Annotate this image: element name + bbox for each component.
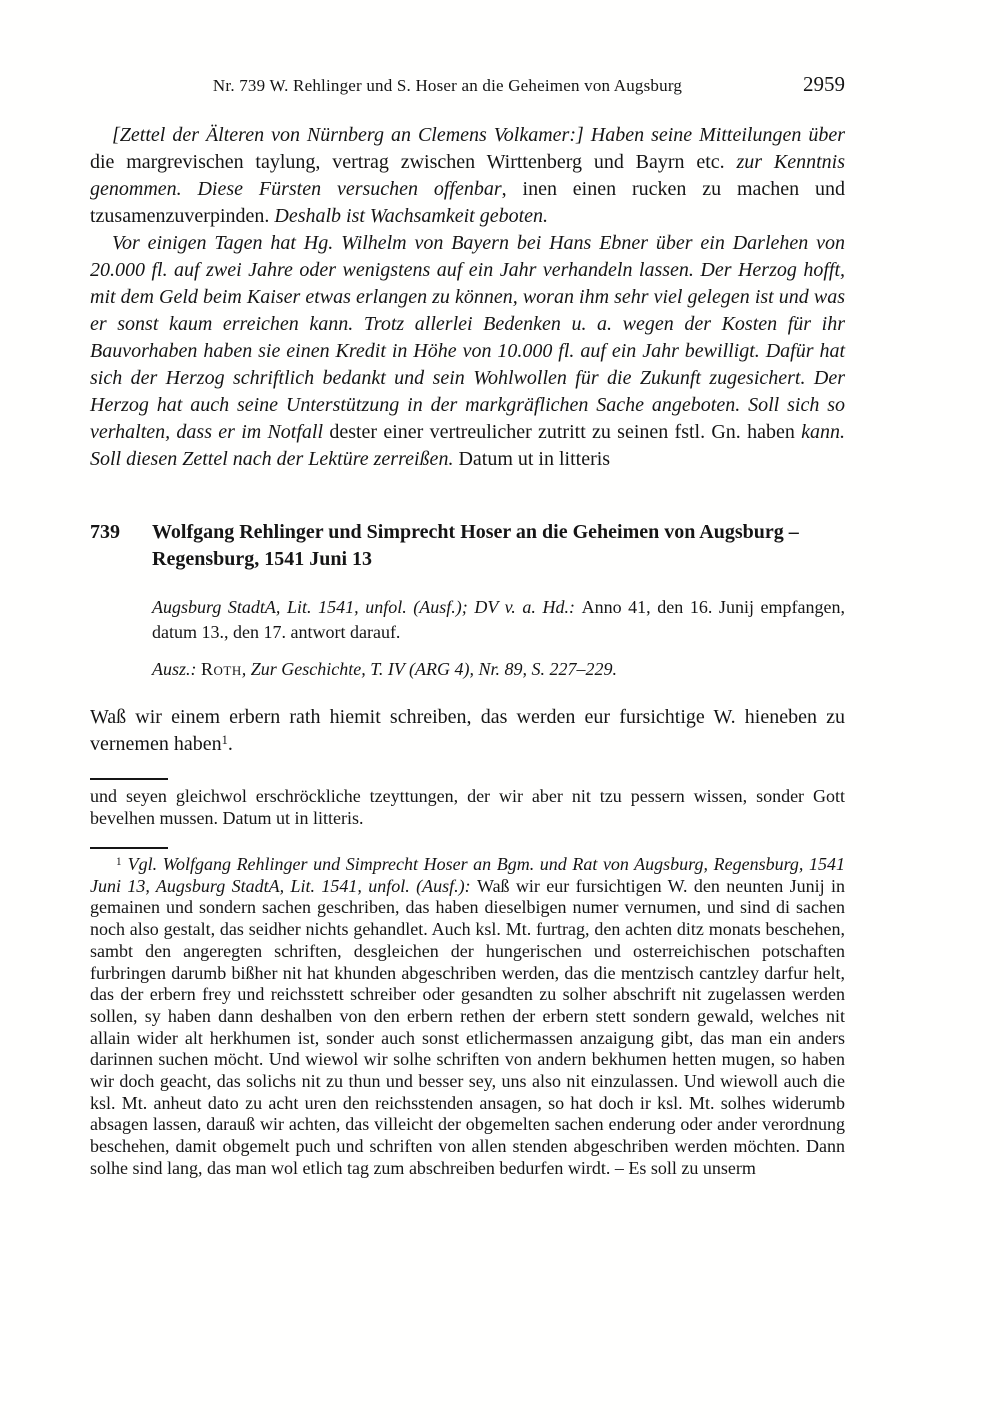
text-run: Ausz.: [152,659,201,679]
running-title: Nr. 739 W. Rehlinger und S. Hoser an die Geheimen von Augsburg [212,76,683,95]
provenance-note [152,595,845,645]
text-run: Augsburg StadtA, Lit. 1541, unfol. (Ausf.); DV v. a. Hd.: [152,597,582,617]
text-run: , Zur Geschichte, T. IV (ARG 4), Nr. 89, S. 227–229. [241,659,618,679]
text-block [90,72,846,1198]
text-run: Anno 41, den 16. Junij empfangen, datum 13., den 17. antwort darauf. [152,597,845,642]
footnote-continuation [90,785,845,829]
excerpt-note [152,657,845,682]
text-run: die margrevischen taylung, vertrag zwischen Wirttenberg und Bayrn etc. [90,151,737,173]
entry-heading [90,519,845,573]
text-run: und seyen gleichwol erschröckliche tzeyttungen, der wir aber nit tzu pessern wissen, sonder Gott bevelhen mussen. Datum ut in litteris. [90,786,845,828]
running-header [90,72,845,102]
footnote-marker: 1 [221,733,228,748]
text-run: Deshalb ist Wachsamkeit geboten. [274,205,549,227]
entry-title: Wolfgang Rehlinger und Simprecht Hoser an die Geheimen von Augsburg – Regensburg, 1541 Juni 13 [152,521,799,570]
footnote-separator-rule-2 [90,847,168,849]
text-run: , inen einen rucken zu machen und tzusamenzuverpinden. [90,178,845,227]
body-paragraph [90,704,845,758]
entry-number: 739 [90,521,120,543]
text-run: Roth [201,659,242,679]
page-number: 2959 [803,72,845,96]
text-run: Waß wir eur fursichtigen W. den neunten Junij in gemainen und sondern sachen geschriben, das haben dieselbigen numer vernumen, und sind di sachen noch also gestalt, das seidher nichts gehandlet. Auch ksl. Mt. furtrag, den achten ditz monats beschehen, sambt den angeregten schriften, desgleichen der hungerischen und osterreichischen potschaften furbringen darumb bißher nit hat khunden abgeschriben werden, das die mentzisch cantzley darfur helt, das der erbern frey und reichsstett schreiber oder gesandten zu solher abschrift nit zugelassen werden sollen, sy haben dann deshalben von den erbern rethen der erbern stett sondern gewald, welches nit allain wider alt herkhumen ist, sonder auch sonst etlichermassen anzaigung gibt, das man ein anders darinnen suchen möcht. Und wiewol wir solhe schriften von andern bekhumen hetten mugen, so haben wir doch geacht, das solichs nit zu thun und besser sey, uns also nit einzulassen. Und wiewoll auch die ksl. Mt. anheut dato zu acht uren den reichsstenden ansagen, so hat doch ir ksl. Mt. solhes widerumb absagen lassen, darauß wir achten, das villeicht der obgemelten sachen enderung oder ander verordnung beschehen, damit obgemelt puch und schriften von allen stenden abgeschriben werden möchten. Dann solhe sind lang, das man wol etlich tag zum abschreiben bedurfen wirdt. – Es soll zu unserm [90,875,846,1178]
footnote-1 [90,854,845,1180]
text-run: dester einer vertreulicher zutritt zu seinen fstl. Gn. haben [329,421,802,443]
summary-paragraph-2 [90,230,845,473]
text-run: kann. Soll diesen Zettel nach der Lektüre zerreißen. [90,421,845,470]
summary-paragraph-1 [90,122,845,230]
footnote-marker: 1 [116,855,122,868]
text-run: . [227,733,233,755]
text-run: zur Kenntnis genommen. Diese Fürsten versuchen offenbar [90,151,845,200]
text-run: Waß wir einem erbern rath hiemit schreiben, das werden eur fursichtige W. hieneben zu vernemen haben [90,706,845,755]
footnote-separator-rule-1 [90,778,168,780]
text-run: Datum ut in litteris [453,448,611,470]
text-run: [Zettel der Älteren von Nürnberg an Clemens Volkamer:] Haben seine Mitteilungen über [112,124,845,146]
text-run: Vgl. Wolfgang Rehlinger und Simprecht Hoser an Bgm. und Rat von Augsburg, Regensburg, 1541 Juni 13, Augsburg StadtA, Lit. 1541, unfol. (Ausf.): [90,854,845,896]
text-run: Vor einigen Tagen hat Hg. Wilhelm von Bayern bei Hans Ebner über ein Darlehen von 20.000 fl. auf zwei Jahre oder wenigstens auf ein Jahr verhandeln lassen. Der Herzog hofft, mit dem Geld beim Kaiser etwas erlangen zu können, woran ihm sehr viel gelegen ist und was er sonst kaum erreichen kann. Trotz allerlei Bedenken u. a. wegen der Kosten für ihr Bauvorhaben haben sie einen Kredit in Höhe von 10.000 fl. auf ein Jahr bewilligt. Dafür hat sich der Herzog schriftlich bedankt und sein Wohlwollen für die Zukunft zugesichert. Der Herzog hat auch seine Unterstützung in der markgräflichen Sache angeboten. Soll sich so verhalten, dass er im Notfall [90,232,845,443]
